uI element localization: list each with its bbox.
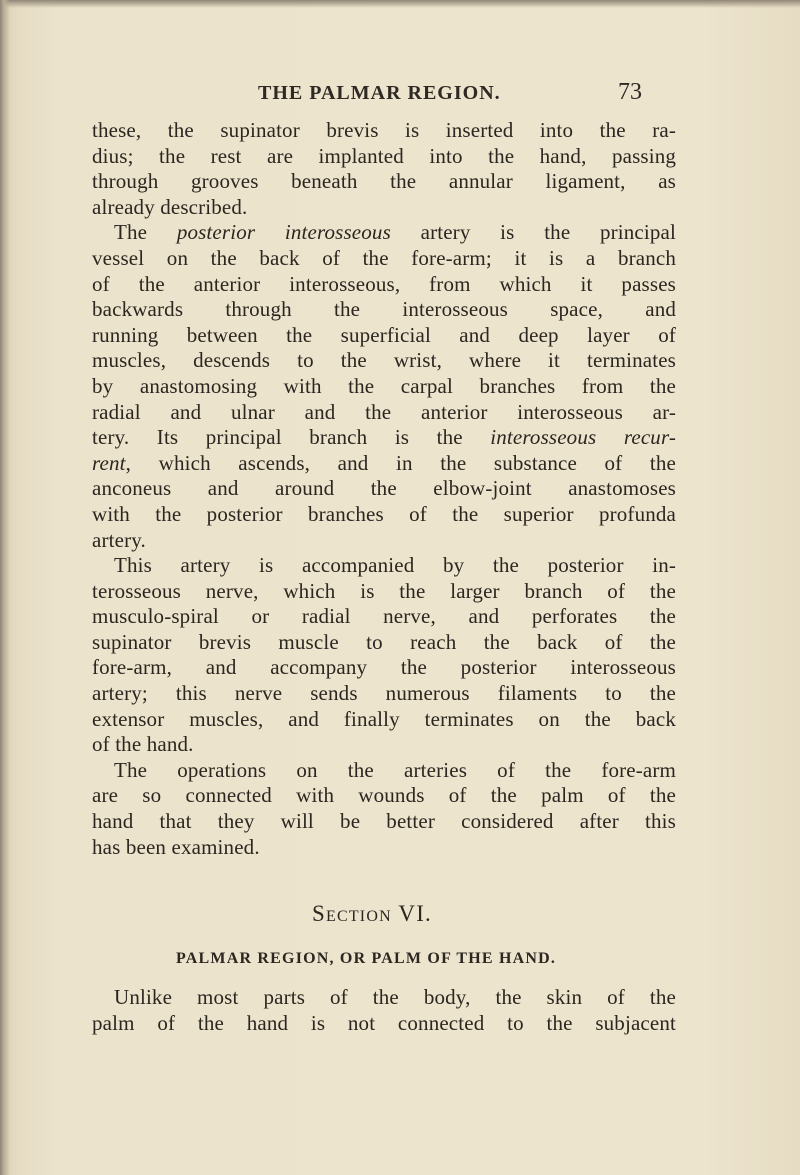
body-text xyxy=(92,118,676,860)
text-line: vessel on the back of the fore-arm; it is a branch xyxy=(92,245,676,270)
text-line: anconeus and around the elbow-joint anastomoses xyxy=(92,476,676,501)
text-line: The operations on the arteries of the fore-arm xyxy=(114,757,676,782)
text-line: by anastomosing with the carpal branches from the xyxy=(92,373,676,398)
text-line: artery; this nerve sends numerous filaments to the xyxy=(92,681,676,706)
italic-term: rent xyxy=(92,450,126,475)
page-top-edge xyxy=(0,0,800,8)
text-line xyxy=(92,425,676,451)
page-binding-edge xyxy=(0,0,10,1175)
text-line: radial and ulnar and the anterior interosseous ar- xyxy=(92,399,676,424)
text-line: artery. xyxy=(92,527,146,552)
text-run: artery is the principal xyxy=(390,220,676,245)
paragraph-1 xyxy=(92,118,676,220)
page-number: 73 xyxy=(618,79,642,105)
text-line: Unlike most parts of the body, the skin of the xyxy=(114,985,676,1009)
text-line: backwards through the interosseous space, and xyxy=(92,297,676,322)
text-line: dius; the rest are implanted into the hand, passing xyxy=(92,143,676,168)
text-line: through grooves beneath the annular ligament, as xyxy=(92,169,676,194)
text-line: are so connected with wounds of the palm of the xyxy=(92,783,676,808)
text-line: palm of the hand is not connected to the subjacent xyxy=(92,1010,676,1035)
text-line: musculo-spiral or radial nerve, and perforates the xyxy=(92,604,676,629)
text-line: hand that they will be better considered after this xyxy=(92,809,676,834)
paragraph-2 xyxy=(92,220,676,553)
text-run: The xyxy=(114,220,177,245)
text-line: extensor muscles, and finally terminates on the back xyxy=(92,706,676,731)
text-line: with the posterior branches of the superior profunda xyxy=(92,501,676,526)
running-head: THE PALMAR REGION. xyxy=(258,82,501,104)
paragraph-4 xyxy=(92,758,676,860)
text-line: running between the superficial and deep layer of xyxy=(92,322,676,347)
text-line: of the anterior interosseous, from which it passes xyxy=(92,271,676,296)
text-line: fore-arm, and accompany the posterior interosseous xyxy=(92,655,676,680)
italic-term: posterior interosseous xyxy=(176,220,391,245)
text-run: tery. Its principal branch is the xyxy=(92,425,491,450)
text-run: , which ascends, and in the substance of the xyxy=(125,450,676,475)
text-line: has been examined. xyxy=(92,834,260,859)
section-paragraph xyxy=(92,985,676,1036)
text-line: of the hand. xyxy=(92,732,194,757)
italic-term: interosseous recur- xyxy=(490,425,676,450)
section-subheading: PALMAR REGION, OR PALM OF THE HAND. xyxy=(176,950,557,967)
text-line: these, the supinator brevis is inserted into the ra- xyxy=(92,118,676,142)
text-line xyxy=(92,451,676,477)
text-line: This artery is accompanied by the posterior in- xyxy=(114,553,676,578)
text-line xyxy=(92,220,676,246)
text-line: already described. xyxy=(92,194,248,219)
text-line: supinator brevis muscle to reach the back of the xyxy=(92,629,676,654)
paragraph-3 xyxy=(92,553,676,758)
section-heading: Section VI. xyxy=(312,901,433,926)
text-line: muscles, descends to the wrist, where it terminates xyxy=(92,348,676,373)
text-line: terosseous nerve, which is the larger branch of the xyxy=(92,578,676,603)
